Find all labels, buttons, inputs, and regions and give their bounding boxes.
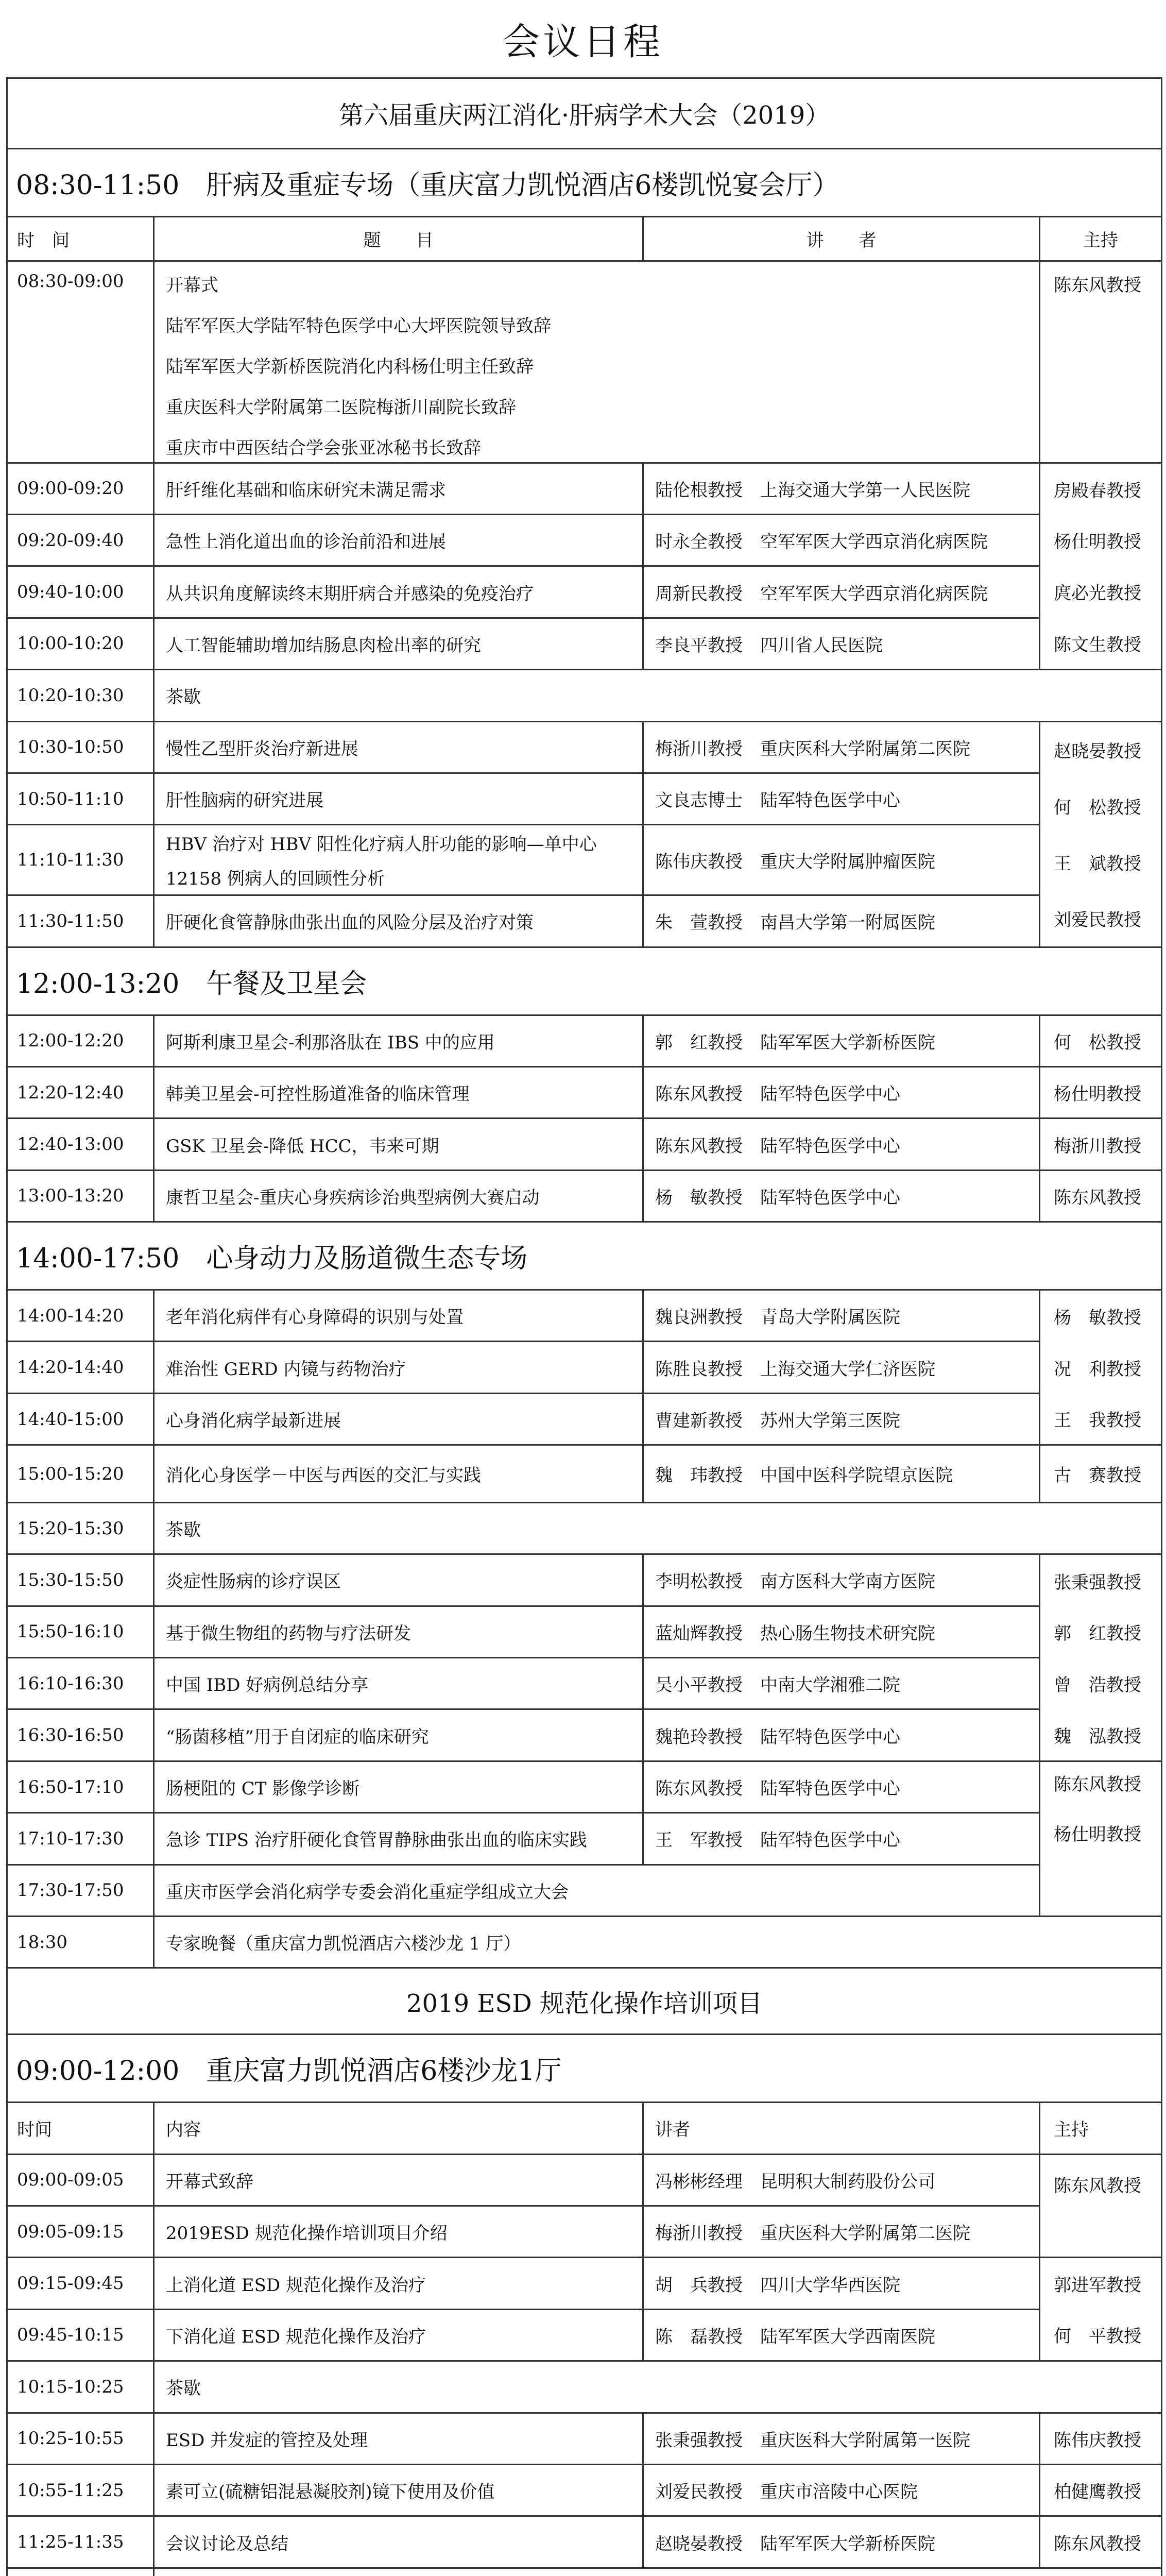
talk-speaker: 郭 红教授 陆军军医大学新桥医院: [643, 1015, 1040, 1066]
talk-row: [7, 2413, 1162, 2464]
talk-speaker: 陆伦根教授 上海交通大学第一人民医院: [643, 463, 1040, 514]
talk-speaker: 刘爱民教授 重庆市涪陵中心医院: [643, 2464, 1040, 2516]
opening-line: 陆军军医大学陆军特色医学中心大坪医院领导致辞: [166, 315, 551, 336]
host-name: 杨 敏教授: [1054, 1308, 1141, 1329]
talk-speaker: 冯彬彬经理 昆明积大制药股份公司: [643, 2154, 1040, 2206]
host-name: 陈东风教授: [1040, 261, 1162, 463]
page-title: 会议日程: [502, 20, 663, 63]
talk-speaker: 陈东风教授 陆军特色医学中心: [643, 1761, 1040, 1812]
talk-speaker: 陈胜良教授 上海交通大学仁济医院: [643, 1342, 1040, 1393]
schedule-table: [6, 77, 1162, 2576]
column-header-row: [7, 2103, 1162, 2154]
talk-row: [7, 1170, 1162, 1222]
opening-line: 重庆市中西医结合学会张亚冰秘书长致辞: [166, 437, 481, 459]
host-name: 陈东风教授: [1054, 1774, 1141, 1795]
talk-topic: 康哲卫星会-重庆心身疾病诊治典型病例大赛启动: [154, 1170, 643, 1222]
talk-topic: 阿斯利康卫星会-利那洛肽在 IBS 中的应用: [154, 1015, 643, 1066]
talk-row: [7, 2154, 1162, 2206]
talk-topic: 肝性脑病的研究进展: [154, 773, 643, 824]
host-name: 陈东风教授: [1040, 1170, 1162, 1222]
talk-topic: 开幕式致辞: [154, 2154, 643, 2206]
talk-row: [7, 514, 1162, 566]
opening-line: 陆军军医大学新桥医院消化内科杨仕明主任致辞: [166, 356, 534, 377]
talk-row: [7, 1658, 1162, 1709]
talk-topic: 从共识角度解读终末期肝病合并感染的免疫治疗: [154, 566, 643, 618]
talk-time: 10:50-11:10: [7, 773, 154, 824]
conference-title-row: [7, 78, 1162, 149]
talk-time: 12:00-12:20: [7, 1015, 154, 1066]
host-name: 杨仕明教授: [1040, 1066, 1162, 1118]
host-group: [1040, 1761, 1162, 1916]
host-name: 陈伟庆教授: [1040, 2413, 1162, 2464]
host-group: [1040, 2258, 1162, 2361]
talk-time: 09:15-09:45: [7, 2258, 154, 2309]
talk-topic: 急性上消化道出血的诊治前沿和进展: [154, 514, 643, 566]
talk-speaker: 陈伟庆教授 重庆大学附属肿瘤医院: [643, 825, 1040, 895]
col-header-topic: 内容: [154, 2103, 643, 2154]
talk-topic: ESD 并发症的管控及处理: [154, 2413, 643, 2464]
talk-time: 17:30-17:50: [7, 1865, 154, 1916]
talk-topic-line: 12158 例病人的回顾性分析: [166, 869, 385, 890]
photo-row: [7, 2568, 1162, 2576]
talk-topic: 下消化道 ESD 规范化操作及治疗: [154, 2309, 643, 2361]
talk-topic-line: HBV 治疗对 HBV 阳性化疗病人肝功能的影响—单中心: [166, 834, 597, 855]
talk-speaker: 陈 磊教授 陆军军医大学西南医院: [643, 2309, 1040, 2361]
session-time: 08:30-09:00: [7, 261, 154, 463]
host-name: 杨仕明教授: [1054, 532, 1141, 553]
photo-label: [154, 2568, 1162, 2576]
talk-topic: 基于微生物组的药物与疗法研发: [154, 1606, 643, 1657]
talk-speaker: 周新民教授 空军军医大学西京消化病医院: [643, 566, 1040, 618]
break-label: 茶歇: [154, 1502, 1162, 1554]
host-group: [1040, 1554, 1162, 1761]
photo-time: [7, 2568, 154, 2576]
talk-row: [7, 2206, 1162, 2257]
talk-time: 12:20-12:40: [7, 1066, 154, 1118]
session-heading-row: [7, 1222, 1162, 1290]
talk-row: [7, 1761, 1162, 1812]
host-name: 庹必光教授: [1054, 583, 1141, 604]
talk-topic: 肠梗阻的 CT 影像学诊断: [154, 1761, 643, 1812]
talk-topic: 上消化道 ESD 规范化操作及治疗: [154, 2258, 643, 2309]
col-header-speaker: 讲者: [643, 2103, 1040, 2154]
session-heading-row: [7, 148, 1162, 216]
talk-time: 09:40-10:00: [7, 566, 154, 618]
session-heading: 12:00-13:20 午餐及卫星会: [7, 947, 1162, 1015]
host-name: 古 赛教授: [1040, 1445, 1162, 1503]
host-name: 何 平教授: [1054, 2326, 1141, 2347]
host-name: 赵晓晏教授: [1054, 741, 1141, 762]
talk-speaker: 魏艳玲教授 陆军特色医学中心: [643, 1709, 1040, 1761]
host-name: 郭 红教授: [1054, 1623, 1141, 1645]
talk-speaker: 魏良洲教授 青岛大学附属医院: [643, 1290, 1040, 1342]
break-label: 茶歇: [154, 2361, 1162, 2413]
dinner-label: 专家晚餐（重庆富力凯悦酒店六楼沙龙 1 厅）: [154, 1917, 1162, 1968]
talk-topic: 心身消化病学最新进展: [154, 1393, 643, 1445]
talk-speaker: 陈东风教授 陆军特色医学中心: [643, 1066, 1040, 1118]
talk-speaker: 曹建新教授 苏州大学第三医院: [643, 1393, 1040, 1445]
talk-speaker: 王 军教授 陆军特色医学中心: [643, 1813, 1040, 1865]
host-name: 房殿春教授: [1054, 480, 1141, 501]
talk-speaker: 蓝灿辉教授 热心肠生物技术研究院: [643, 1606, 1040, 1657]
talk-topic: 肝硬化食管静脉曲张出血的风险分层及治疗对策: [154, 895, 643, 947]
col-header-topic: 题 目: [154, 216, 643, 261]
session-heading: 09:00-12:00 重庆富力凯悦酒店6楼沙龙1厅: [7, 2035, 1162, 2103]
talk-speaker: 时永全教授 空军军医大学西京消化病医院: [643, 514, 1040, 566]
host-name: 曾 浩教授: [1054, 1674, 1141, 1696]
host-name: 陈东风教授: [1040, 2154, 1162, 2258]
talk-time: 10:55-11:25: [7, 2464, 154, 2516]
talk-speaker: 朱 萱教授 南昌大学第一附属医院: [643, 895, 1040, 947]
break-time: 10:15-10:25: [7, 2361, 154, 2413]
talk-row: [7, 2309, 1162, 2361]
talk-row: [7, 825, 1162, 895]
talk-time: 14:20-14:40: [7, 1342, 154, 1393]
host-name: 何 松教授: [1054, 798, 1141, 819]
talk-topic: 2019ESD 规范化操作培训项目介绍: [154, 2206, 643, 2257]
talk-row: [7, 1015, 1162, 1066]
dinner-row: [7, 1917, 1162, 1968]
talk-row: [7, 618, 1162, 669]
training-title-row: [7, 1968, 1162, 2035]
talk-row: [7, 2258, 1162, 2309]
col-header-host: 主持: [1040, 2103, 1162, 2154]
talk-speaker: 文良志博士 陆军特色医学中心: [643, 773, 1040, 824]
dinner-time: 18:30: [7, 1917, 154, 1968]
col-header-time: 时 间: [7, 216, 154, 261]
talk-topic: 肝纤维化基础和临床研究未满足需求: [154, 463, 643, 514]
break-row: [7, 670, 1162, 721]
talk-speaker: 赵晓晏教授 陆军军医大学新桥医院: [643, 2516, 1040, 2568]
talk-speaker: 杨 敏教授 陆军特色医学中心: [643, 1170, 1040, 1222]
host-name: 刘爱民教授: [1054, 909, 1141, 930]
talk-topic: 慢性乙型肝炎治疗新进展: [154, 721, 643, 773]
col-header-time: 时间: [7, 2103, 154, 2154]
host-name: 杨仕明教授: [1054, 1824, 1141, 1845]
talk-row: [7, 1606, 1162, 1657]
talk-topic: 急诊 TIPS 治疗肝硬化食管胃静脉曲张出血的临床实践: [154, 1813, 643, 1865]
host-name: 陈东风教授: [1040, 2516, 1162, 2568]
talk-time: 15:50-16:10: [7, 1606, 154, 1657]
talk-time: 09:05-09:15: [7, 2206, 154, 2257]
talk-time: 12:40-13:00: [7, 1118, 154, 1170]
host-name: 柏健鹰教授: [1040, 2464, 1162, 2516]
session-heading: 08:30-11:50 肝病及重症专场（重庆富力凯悦酒店6楼凯悦宴会厅）: [7, 148, 1162, 216]
talk-row: [7, 1118, 1162, 1170]
session-heading-row: [7, 947, 1162, 1015]
talk-topic: 中国 IBD 好病例总结分享: [154, 1658, 643, 1709]
talk-speaker: 李明松教授 南方医科大学南方医院: [643, 1554, 1040, 1606]
host-name: 何 松教授: [1040, 1015, 1162, 1066]
host-name: 况 利教授: [1054, 1359, 1141, 1380]
conference-title: 第六届重庆两江消化·肝病学术大会（2019）: [7, 78, 1162, 149]
talk-speaker: 吴小平教授 中南大学湘雅二院: [643, 1658, 1040, 1709]
break-time: 15:20-15:30: [7, 1502, 154, 1554]
talk-topic: 老年消化病伴有心身障碍的识别与处置: [154, 1290, 643, 1342]
col-header-host: 主持: [1040, 216, 1162, 261]
host-name: 王 斌教授: [1054, 853, 1141, 874]
talk-time: 15:00-15:20: [7, 1445, 154, 1503]
talk-time: 13:00-13:20: [7, 1170, 154, 1222]
talk-topic: “肠菌移植”用于自闭症的临床研究: [154, 1709, 643, 1761]
talk-speaker: 陈东风教授 陆军特色医学中心: [643, 1118, 1040, 1170]
talk-row: [7, 1393, 1162, 1445]
host-name: 郭进军教授: [1054, 2275, 1141, 2296]
talk-time: 09:45-10:15: [7, 2309, 154, 2361]
talk-topic: 炎症性肠病的诊疗误区: [154, 1554, 643, 1606]
talk-time: 10:30-10:50: [7, 721, 154, 773]
talk-row: [7, 895, 1162, 947]
break-time: 10:20-10:30: [7, 670, 154, 721]
break-row: [7, 2361, 1162, 2413]
talk-speaker: 李良平教授 四川省人民医院: [643, 618, 1040, 669]
talk-time: 14:40-15:00: [7, 1393, 154, 1445]
talk-topic: 人工智能辅助增加结肠息肉检出率的研究: [154, 618, 643, 669]
talk-time: 11:25-11:35: [7, 2516, 154, 2568]
session-heading-row: [7, 2035, 1162, 2103]
talk-time: 10:00-10:20: [7, 618, 154, 669]
talk-row: [7, 1290, 1162, 1342]
talk-speaker: 梅浙川教授 重庆医科大学附属第二医院: [643, 2206, 1040, 2257]
talk-topic: 重庆市医学会消化病学专委会消化重症学组成立大会: [154, 1865, 1040, 1916]
talk-row: [7, 1865, 1162, 1916]
talk-speaker: 梅浙川教授 重庆医科大学附属第二医院: [643, 721, 1040, 773]
talk-topic: 会议讨论及总结: [154, 2516, 643, 2568]
talk-time: 15:30-15:50: [7, 1554, 154, 1606]
talk-row: [7, 2516, 1162, 2568]
column-header-row: [7, 216, 1162, 261]
talk-row: [7, 773, 1162, 824]
talk-row: [7, 721, 1162, 773]
break-label: 茶歇: [154, 670, 1162, 721]
talk-time: 16:10-16:30: [7, 1658, 154, 1709]
talk-speaker: 魏 玮教授 中国中医科学院望京医院: [643, 1445, 1040, 1503]
talk-time: 09:00-09:20: [7, 463, 154, 514]
opening-row: [7, 261, 1162, 463]
talk-topic: 韩美卫星会-可控性肠道准备的临床管理: [154, 1066, 643, 1118]
talk-row: [7, 1554, 1162, 1606]
opening-line: 开幕式: [166, 275, 218, 296]
host-group: [1040, 721, 1162, 947]
talk-time: 09:00-09:05: [7, 2154, 154, 2206]
talk-row: [7, 1342, 1162, 1393]
host-group: [1040, 463, 1162, 670]
talk-time: 11:10-11:30: [7, 825, 154, 895]
talk-topic: 消化心身医学－中医与西医的交汇与实践: [154, 1445, 643, 1503]
talk-row: [7, 1709, 1162, 1761]
talk-time: 14:00-14:20: [7, 1290, 154, 1342]
talk-topic: 难治性 GERD 内镜与药物治疗: [154, 1342, 643, 1393]
talk-row: [7, 566, 1162, 618]
opening-line: 重庆医科大学附属第二医院梅浙川副院长致辞: [166, 397, 516, 418]
session-heading: 14:00-17:50 心身动力及肠道微生态专场: [7, 1222, 1162, 1290]
host-name: 王 我教授: [1054, 1410, 1141, 1431]
talk-speaker: 张秉强教授 重庆医科大学附属第一医院: [643, 2413, 1040, 2464]
talk-row: [7, 1066, 1162, 1118]
break-row: [7, 1502, 1162, 1554]
host-name: 张秉强教授: [1054, 1572, 1141, 1593]
host-name: 陈文生教授: [1054, 634, 1141, 655]
talk-time: 10:25-10:55: [7, 2413, 154, 2464]
col-header-speaker: 讲 者: [643, 216, 1040, 261]
talk-topic: 素可立(硫糖铝混悬凝胶剂)镜下使用及价值: [154, 2464, 643, 2516]
host-group: [1040, 1290, 1162, 1445]
talk-row: [7, 2464, 1162, 2516]
talk-time: 11:30-11:50: [7, 895, 154, 947]
talk-row: [7, 1445, 1162, 1503]
opening-topic: [154, 261, 1040, 463]
host-name: 梅浙川教授: [1040, 1118, 1162, 1170]
talk-time: 17:10-17:30: [7, 1813, 154, 1865]
talk-speaker: 胡 兵教授 四川大学华西医院: [643, 2258, 1040, 2309]
talk-time: 09:20-09:40: [7, 514, 154, 566]
talk-topic: [154, 825, 643, 895]
talk-time: 16:50-17:10: [7, 1761, 154, 1812]
talk-row: [7, 463, 1162, 514]
talk-row: [7, 1813, 1162, 1865]
training-title: 2019 ESD 规范化操作培训项目: [7, 1968, 1162, 2035]
host-name: 魏 泓教授: [1054, 1726, 1141, 1747]
talk-topic: GSK 卫星会-降低 HCC，韦来可期: [154, 1118, 643, 1170]
talk-time: 16:30-16:50: [7, 1709, 154, 1761]
